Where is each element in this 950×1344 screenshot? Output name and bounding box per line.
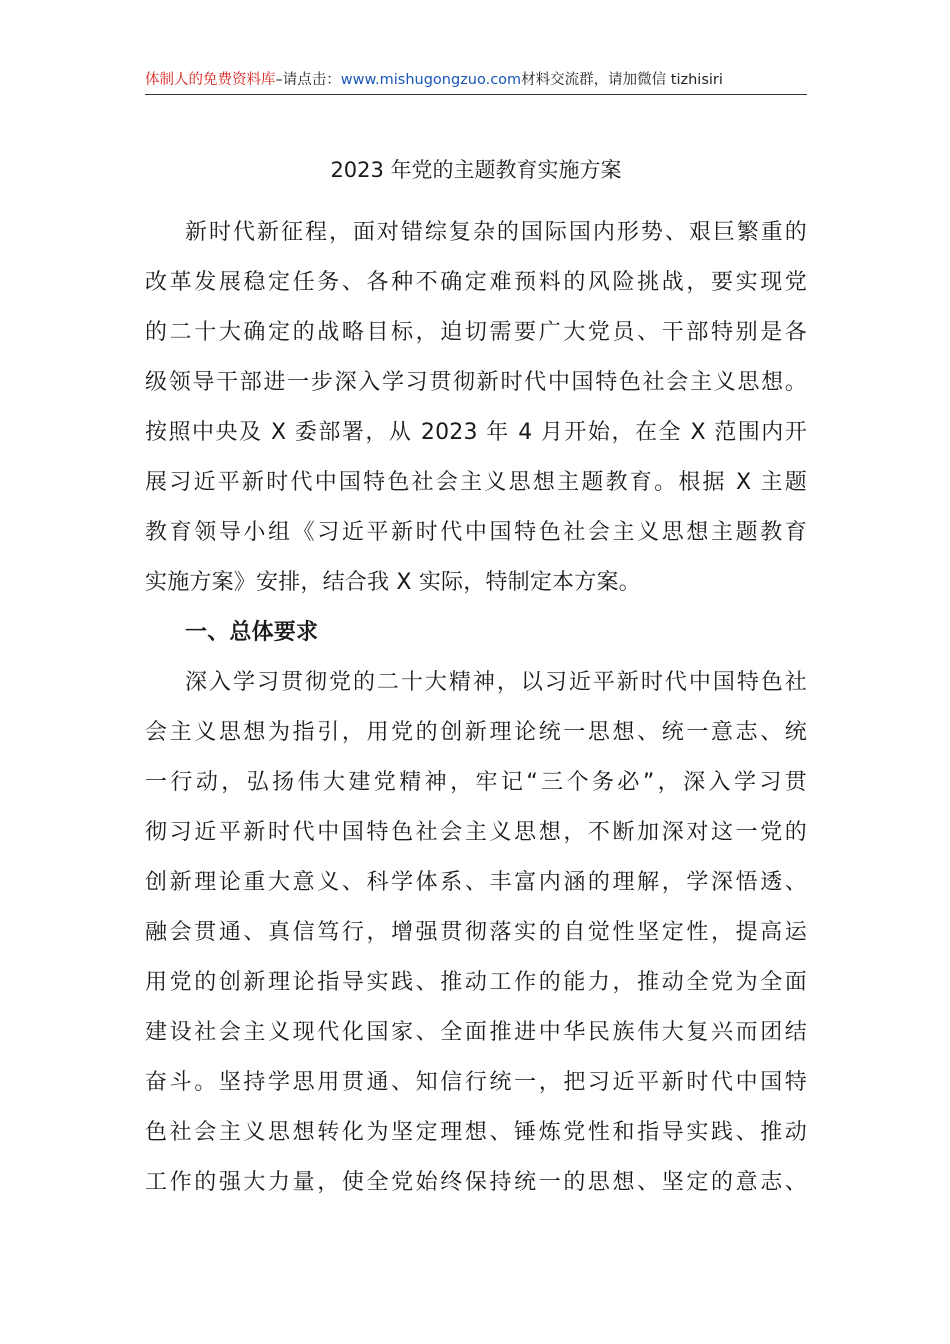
paragraph-line: 深入学习贯彻党的二十大精神，以习近平新时代中国特色社	[185, 670, 807, 695]
paragraph-line: 建设社会主义现代化国家、全面推进中华民族伟大复兴而团结	[145, 1020, 807, 1045]
paragraph-line: 一行动，弘扬伟大建党精神，牢记“三个务必”，深入学习贯	[145, 770, 807, 795]
paragraph-line: 教育领导小组《习近平新时代中国特色社会主义思想主题教育	[145, 520, 807, 545]
header-note: 材料交流群，请加微信 tizhisiri	[521, 72, 723, 88]
paragraph-line: 色社会主义思想转化为坚定理想、锤炼党性和指导实践、推动	[145, 1120, 807, 1145]
paragraph-line: 工作的强大力量，使全党始终保持统一的思想、坚定的意志、	[145, 1170, 807, 1195]
paragraph-line: 按照中央及 X 委部署，从 2023 年 4 月开始，在全 X 范围内开	[145, 420, 807, 445]
paragraph-line: 用党的创新理论指导实践、推动工作的能力，推动全党为全面	[145, 970, 807, 995]
header-link[interactable]: www.mishugongzuo.com	[340, 72, 522, 88]
document-body	[145, 208, 807, 1208]
paragraph-line: 彻习近平新时代中国特色社会主义思想，不断加深对这一党的	[145, 820, 807, 845]
paragraph-line: 展习近平新时代中国特色社会主义思想主题教育。根据 X 主题	[145, 470, 807, 495]
section-heading: 一、总体要求	[185, 620, 319, 645]
document-title: 2023 年党的主题教育实施方案	[330, 158, 622, 182]
header-prompt: –请点击：	[275, 72, 341, 88]
paragraph-line: 实施方案》安排，结合我 X 实际，特制定本方案。	[145, 570, 641, 595]
paragraph-line: 融会贯通、真信笃行，增强贯彻落实的自觉性坚定性，提高运	[145, 920, 807, 945]
paragraph-line: 创新理论重大意义、科学体系、丰富内涵的理解，学深悟透、	[145, 870, 807, 895]
paragraph-line: 改革发展稳定任务、各种不确定难预料的风险挑战，要实现党	[145, 270, 807, 295]
paragraph-line: 奋斗。坚持学思用贯通、知信行统一，把习近平新时代中国特	[145, 1070, 807, 1095]
header-brand: 体制人的免费资料库	[145, 72, 276, 88]
paragraph-line: 的二十大确定的战略目标，迫切需要广大党员、干部特别是各	[145, 320, 807, 345]
paragraph-line: 新时代新征程，面对错综复杂的国际国内形势、艰巨繁重的	[185, 220, 807, 245]
paragraph-line: 会主义思想为指引，用党的创新理论统一思想、统一意志、统	[145, 720, 807, 745]
page-header	[145, 70, 807, 95]
paragraph-line: 级领导干部进一步深入学习贯彻新时代中国特色社会主义思想。	[145, 370, 807, 395]
